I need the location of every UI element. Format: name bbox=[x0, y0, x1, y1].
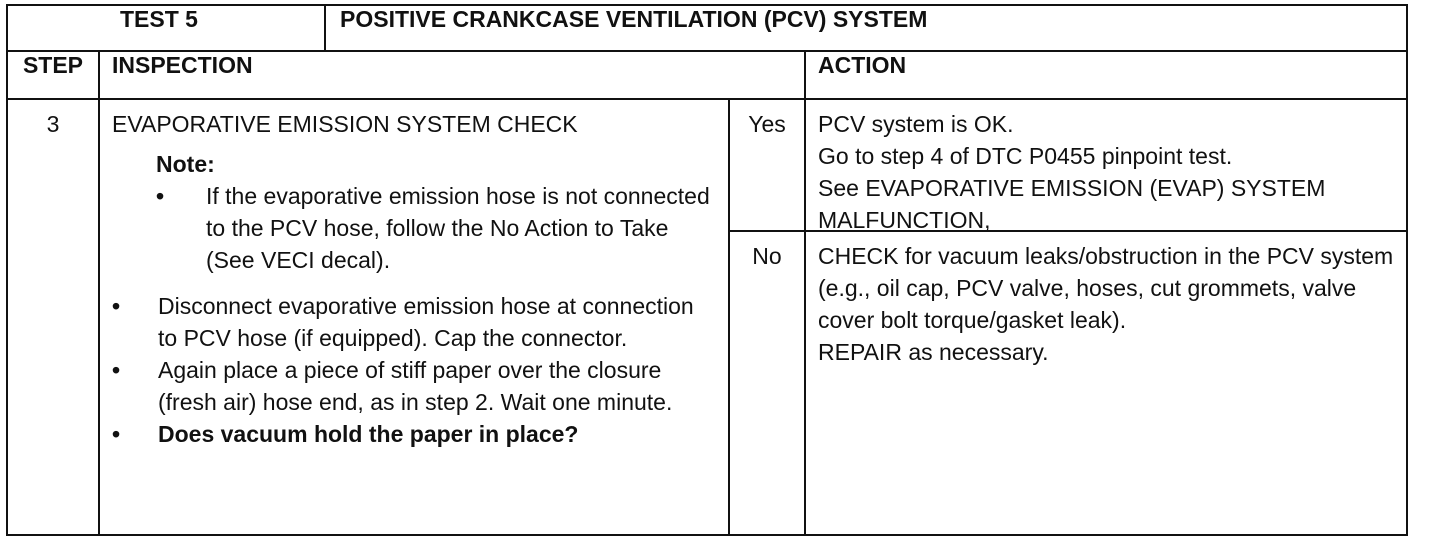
list-item bbox=[112, 418, 716, 450]
list-item bbox=[112, 290, 716, 354]
inspection-steps bbox=[112, 290, 716, 450]
note-text: If the evaporative emission hose is not connected to the PCV hose, follow the No Action to Take (See VECI decal). bbox=[206, 183, 710, 273]
diagnostic-test-table bbox=[6, 4, 1406, 536]
note-block bbox=[156, 148, 716, 276]
step-row bbox=[7, 99, 1407, 535]
answer-no: No bbox=[752, 243, 782, 269]
test-number: TEST 5 bbox=[7, 5, 325, 51]
action-yes-line: Go to step 4 of DTC P0455 pinpoint test. bbox=[818, 143, 1233, 169]
action-yes bbox=[806, 100, 1406, 232]
action-cell bbox=[805, 99, 1407, 535]
bullet-dot: • bbox=[156, 183, 165, 209]
action-no bbox=[806, 232, 1406, 526]
step-column-header: STEP bbox=[7, 51, 99, 99]
action-no-line: REPAIR as necessary. bbox=[818, 339, 1049, 365]
bullet-dot: • bbox=[112, 357, 121, 383]
check-title: EVAPORATIVE EMISSION SYSTEM CHECK bbox=[112, 111, 578, 137]
test-header-row bbox=[7, 5, 1407, 51]
inspection-cell bbox=[99, 99, 729, 535]
inspection-step-text: Disconnect evaporative emission hose at connection to PCV hose (if equipped). Cap the connector. bbox=[158, 293, 694, 351]
action-no-line: CHECK for vacuum leaks/obstruction in the PCV system (e.g., oil cap, PCV valve, hoses, cut grommets, valve cover bolt torque/gasket leak). bbox=[818, 243, 1394, 333]
action-yes-line: PCV system is OK. bbox=[818, 111, 1014, 137]
action-yes-line: See EVAPORATIVE EMISSION (EVAP) SYSTEM MALFUNCTION, bbox=[818, 175, 1326, 233]
answer-cell bbox=[729, 99, 805, 535]
test-title: POSITIVE CRANKCASE VENTILATION (PCV) SYSTEM bbox=[325, 5, 1407, 51]
step-number: 3 bbox=[7, 99, 99, 535]
column-header-row bbox=[7, 51, 1407, 99]
bullet-dot: • bbox=[112, 293, 121, 319]
list-item bbox=[112, 354, 716, 418]
inspection-question: Does vacuum hold the paper in place? bbox=[158, 421, 579, 447]
note-bullet bbox=[156, 180, 716, 276]
inspection-column-header: INSPECTION bbox=[99, 51, 805, 99]
bullet-dot: • bbox=[112, 421, 121, 447]
inspection-step-text: Again place a piece of stiff paper over the closure (fresh air) hose end, as in step 2. Wait one minute. bbox=[158, 357, 673, 415]
test-table bbox=[6, 4, 1408, 536]
action-column-header: ACTION bbox=[805, 51, 1407, 99]
note-label: Note: bbox=[156, 151, 215, 177]
answer-yes: Yes bbox=[730, 100, 804, 232]
